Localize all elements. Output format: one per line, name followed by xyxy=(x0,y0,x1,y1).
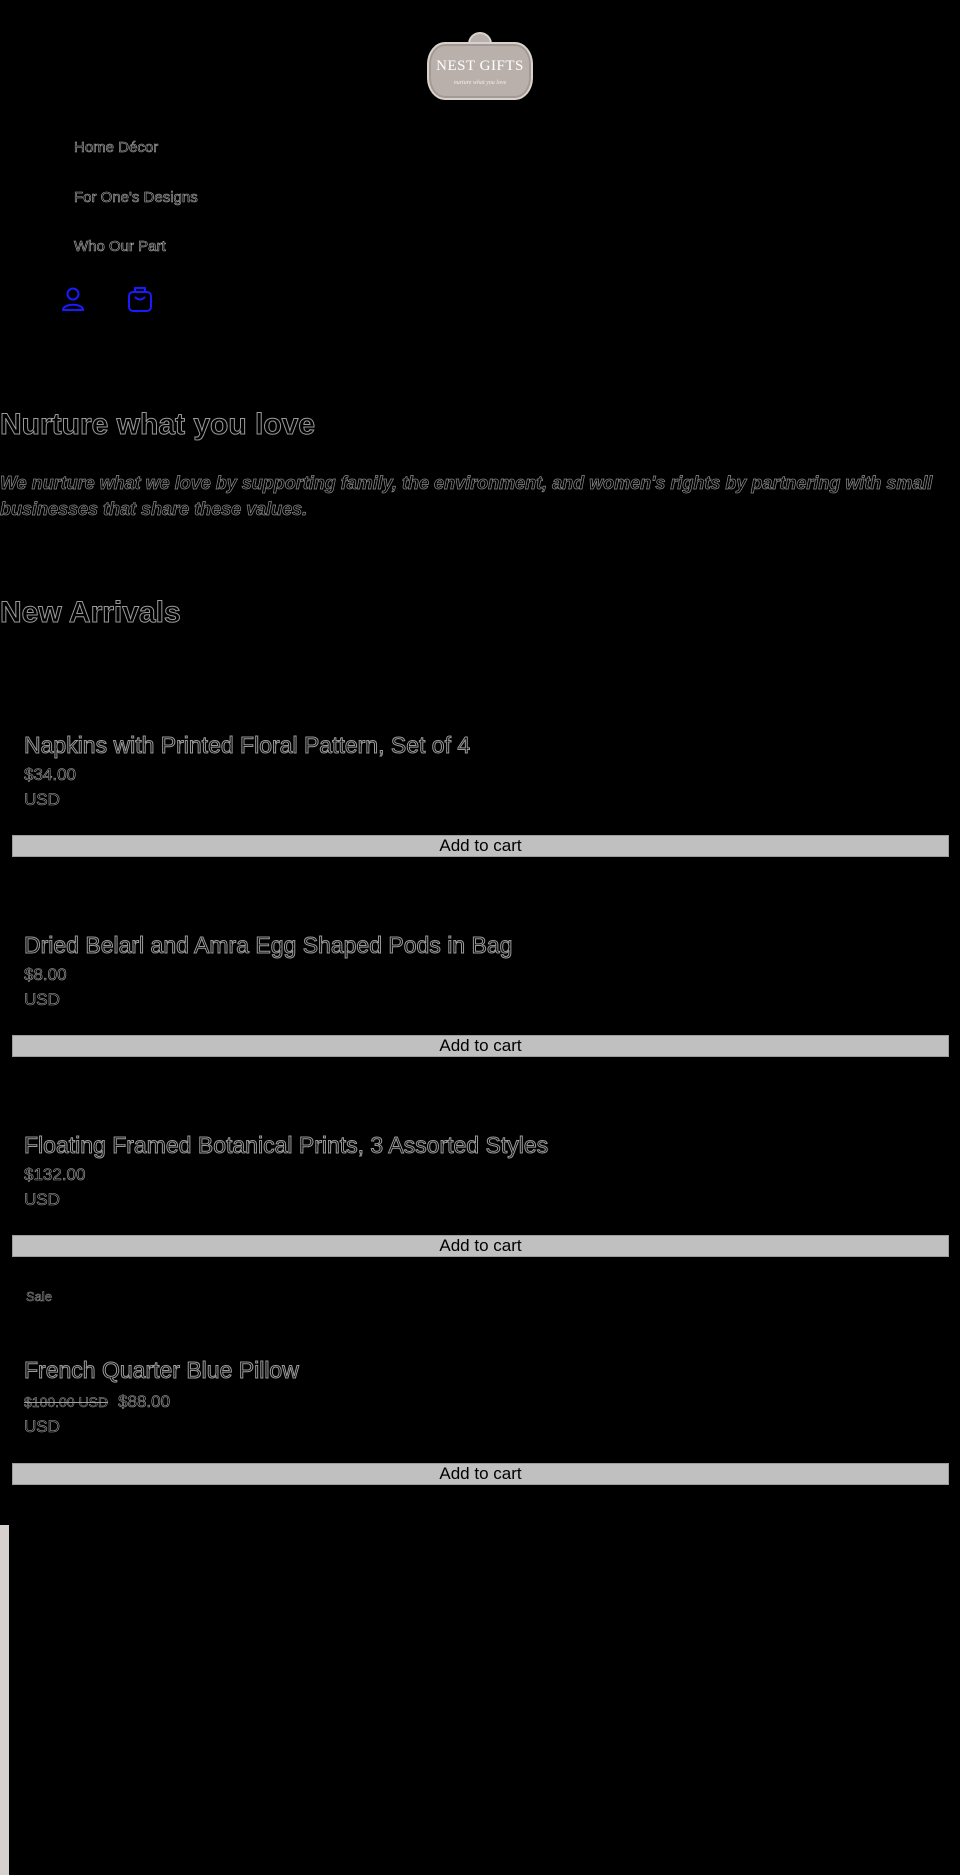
product-price: $8.00 xyxy=(24,965,67,984)
nav-link-designs[interactable]: For One's Designs xyxy=(74,189,198,206)
product-card xyxy=(0,1120,960,1260)
product-card xyxy=(0,720,960,860)
product-price-row xyxy=(24,1392,170,1412)
hero-title: Nurture what you love xyxy=(0,408,316,441)
product-currency: USD xyxy=(24,990,60,1009)
cart-icon xyxy=(125,284,155,314)
add-to-cart-button[interactable]: Add to cart xyxy=(12,1463,949,1485)
product-price: $34.00 xyxy=(24,765,76,784)
product-compare-price: $100.00 USD xyxy=(24,1394,109,1410)
product-currency: USD xyxy=(24,1417,60,1436)
logo-tagline: nurture what you love xyxy=(453,80,507,86)
sale-badge: Sale xyxy=(26,1289,53,1304)
store-logo[interactable] xyxy=(427,30,533,102)
add-to-cart-button[interactable]: Add to cart xyxy=(12,835,949,857)
product-currency: USD xyxy=(24,790,60,809)
account-icon xyxy=(58,284,88,314)
section-title-new-arrivals: New Arrivals xyxy=(0,596,181,629)
product-title[interactable]: Dried Belarl and Amra Egg Shaped Pods in Bag xyxy=(24,932,513,958)
hero-subtitle: We nurture what we love by supporting family, the environment, and women's rights by partnering with small businesses that share these values. xyxy=(0,473,933,519)
nav-link-about[interactable]: Who Our Part xyxy=(74,238,166,255)
product-price: $132.00 xyxy=(24,1165,86,1184)
left-divider xyxy=(0,1525,9,1875)
product-card xyxy=(0,920,960,1060)
cart-button[interactable] xyxy=(125,284,155,314)
nav-link-home-decor[interactable]: Home Décor xyxy=(74,139,159,156)
account-button[interactable] xyxy=(58,284,88,314)
product-title[interactable]: French Quarter Blue Pillow xyxy=(24,1357,299,1383)
product-sale-price: $88.00 xyxy=(118,1392,171,1411)
product-title[interactable]: Napkins with Printed Floral Pattern, Set of 4 xyxy=(24,732,471,758)
logo-title: NEST GIFTS xyxy=(436,58,524,74)
product-title[interactable]: Floating Framed Botanical Prints, 3 Assorted Styles xyxy=(24,1132,549,1158)
product-card xyxy=(0,1285,960,1490)
add-to-cart-button[interactable]: Add to cart xyxy=(12,1035,949,1057)
product-currency: USD xyxy=(24,1190,60,1209)
add-to-cart-button[interactable]: Add to cart xyxy=(12,1235,949,1257)
